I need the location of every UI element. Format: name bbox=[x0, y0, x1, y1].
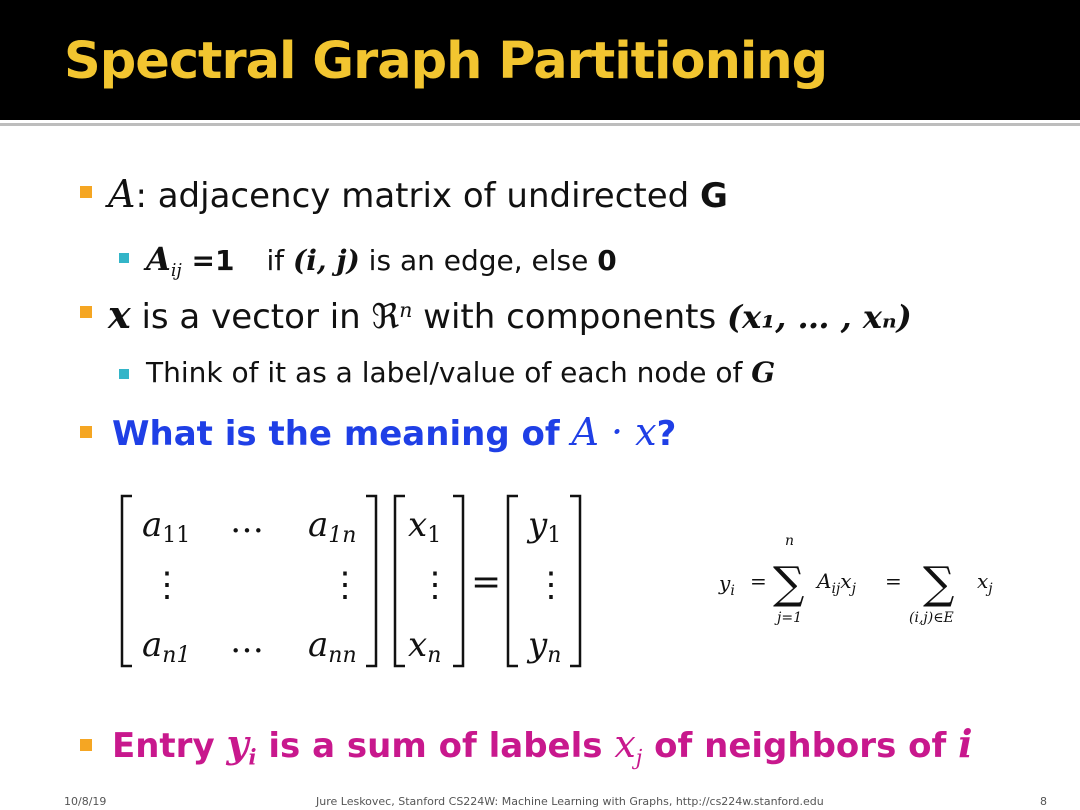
col-vdots: ⋮ bbox=[418, 565, 452, 605]
sub-bullet-marker bbox=[119, 253, 129, 263]
sum-formula bbox=[715, 532, 1015, 632]
bullet-question: What is the meaning of A · x? bbox=[112, 410, 677, 454]
sub-bullet-label: Think of it as a label/value of each node of G bbox=[146, 356, 776, 389]
svg-text:a1n: a1n bbox=[308, 505, 357, 548]
formula-rhs: x bbox=[977, 569, 989, 593]
sub-bullet-marker bbox=[119, 369, 129, 379]
sigma-symbol: ∑ bbox=[923, 558, 955, 609]
sum-lower-edges: (i,j)∈E bbox=[909, 610, 954, 626]
product-ax: A · x bbox=[571, 410, 657, 454]
footer-date: 10/8/19 bbox=[64, 795, 107, 808]
col-vdots: ⋮ bbox=[150, 565, 184, 605]
svg-text:ann: ann bbox=[308, 625, 357, 668]
svg-text:x1: x1 bbox=[408, 505, 442, 548]
matrix-equation bbox=[110, 488, 590, 678]
symbol-i: i bbox=[958, 721, 973, 766]
svg-text:xn: xn bbox=[408, 625, 442, 668]
bullet-adjacency bbox=[108, 172, 728, 216]
svg-text:a11: a11 bbox=[142, 505, 191, 548]
component-tuple: (x₁, … , xₙ) bbox=[726, 298, 912, 336]
col-vdots: ⋮ bbox=[534, 565, 568, 605]
sum-upper: n bbox=[785, 533, 795, 549]
bullet-marker bbox=[80, 186, 92, 198]
svg-text:Aijxj: $A_{ij}x_j$ bbox=[817, 569, 856, 597]
col-vdots: ⋮ bbox=[328, 565, 362, 605]
symbol-xj: x bbox=[614, 722, 636, 766]
bullet-conclusion: Entry $y_i$ is a sum of labels $x_j$ of neighbors of i bbox=[112, 721, 973, 770]
formula-lhs: y bbox=[719, 571, 731, 595]
pair-ij: (i, j) bbox=[293, 244, 360, 277]
symbol-a-ij: A bbox=[146, 240, 171, 278]
graph-symbol: G bbox=[751, 356, 776, 389]
svg-text:y1: y1 bbox=[528, 505, 562, 548]
graph-symbol: G bbox=[700, 176, 728, 216]
symbol-a: A bbox=[108, 172, 136, 216]
svg-text:an1: an1 bbox=[142, 625, 191, 668]
sub-bullet-edge: $A_{ij} =1$ if (i, j) is an edge, else 0 bbox=[146, 240, 617, 282]
formula-equals: = bbox=[750, 569, 767, 593]
equals-sign: = bbox=[471, 562, 502, 603]
formula-a: A bbox=[817, 569, 832, 593]
an1: a bbox=[142, 625, 163, 665]
bullet-text: : adjacency matrix of undirected bbox=[135, 176, 701, 216]
y1: y bbox=[528, 505, 548, 545]
slide-title: Spectral Graph Partitioning bbox=[64, 32, 828, 91]
a11: a bbox=[142, 505, 163, 545]
a1n: a bbox=[308, 505, 329, 545]
symbol-x: x bbox=[108, 292, 131, 337]
footer-credit: Jure Leskovec, Stanford CS224W: Machine Learning with Graphs, http://cs224w.stanford.edu bbox=[316, 795, 824, 808]
svg-text:yn: yn bbox=[528, 625, 562, 668]
svg-text:xj: $x_j$ bbox=[977, 569, 993, 597]
svg-text:yi: $y_i$ bbox=[719, 571, 735, 599]
bullet-marker bbox=[80, 306, 92, 318]
symbol-yi: y bbox=[226, 721, 249, 766]
formula-equals: = bbox=[885, 569, 902, 593]
yn: y bbox=[528, 625, 548, 665]
footer-page: 8 bbox=[1040, 795, 1047, 808]
sigma-symbol: ∑ bbox=[773, 558, 805, 609]
bullet-marker bbox=[80, 426, 92, 438]
bullet-marker bbox=[80, 739, 92, 751]
x1: x bbox=[408, 505, 428, 545]
reals-symbol: ℜ bbox=[371, 297, 400, 337]
xn: x bbox=[408, 625, 428, 665]
ann: a bbox=[308, 625, 329, 665]
bullet-vector: x is a vector in ℜ$^n$ with components (x₁, … , xₙ) bbox=[108, 292, 912, 337]
title-divider bbox=[0, 123, 1080, 126]
row-dots: … bbox=[230, 621, 264, 661]
sum-lower: j=1 bbox=[777, 610, 802, 626]
row-dots: … bbox=[230, 501, 264, 541]
